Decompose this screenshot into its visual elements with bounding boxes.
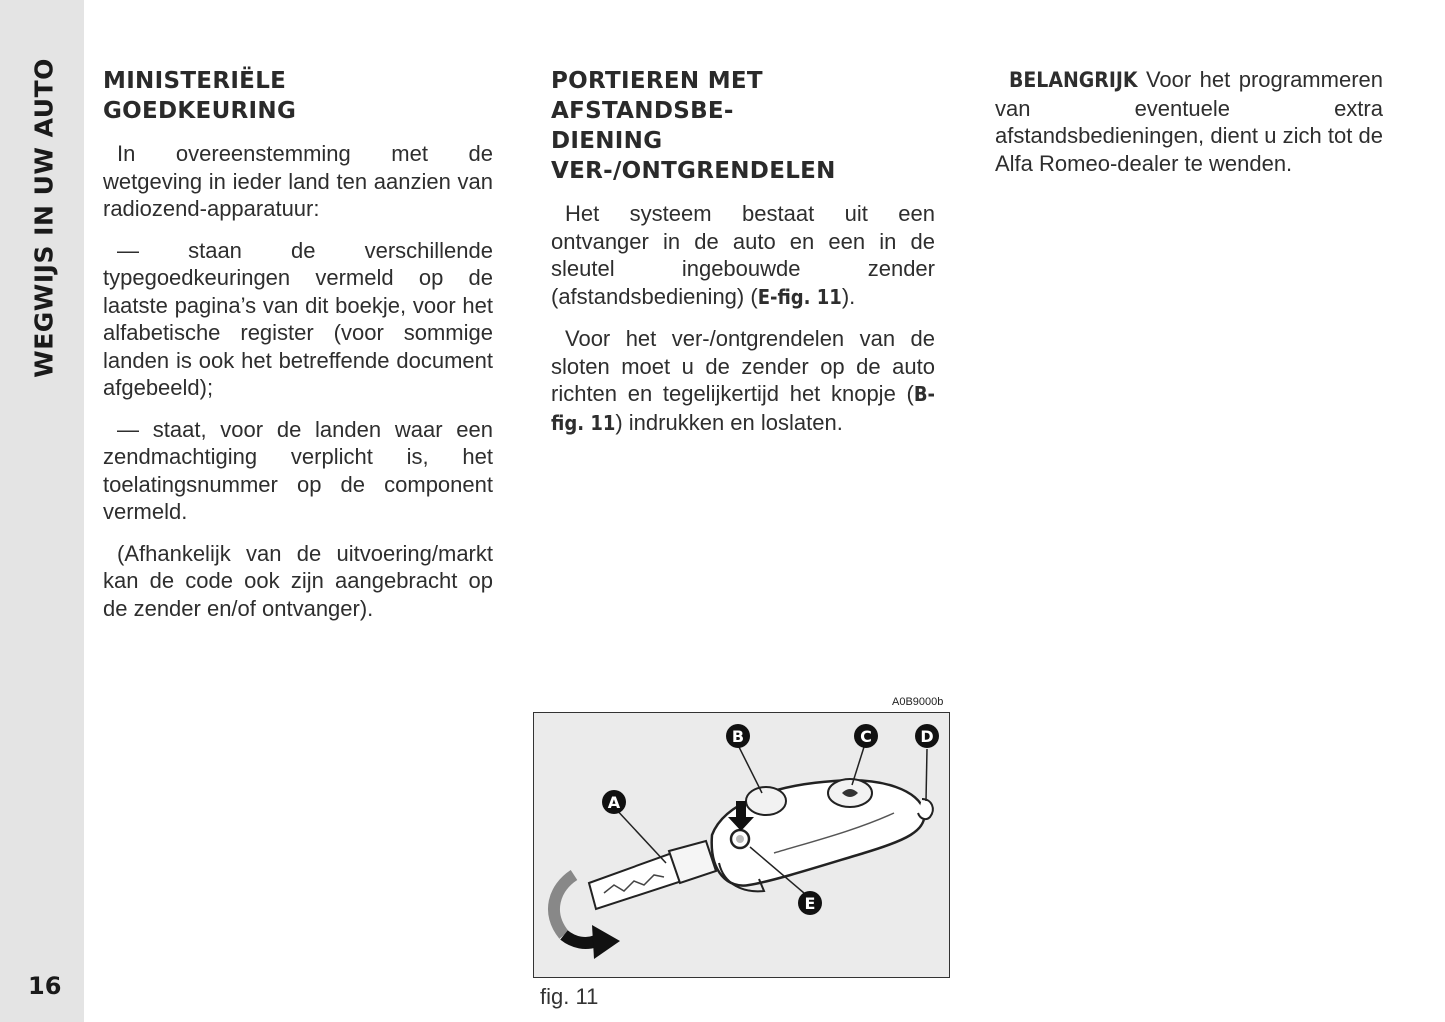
paragraph: In overeenstemming met de wetgeving in ieder land ten aanzien van radiozend-apparatuur: [103,141,493,221]
column-remote-locking [551,66,935,451]
paragraph: (Afhankelijk van de uitvoering/markt kan de code ook zijn aangebracht op de zender en/of ontvanger). [103,540,493,621]
important-keyword: BELANGRIJK [1009,68,1138,92]
paragraph: — staat, voor de landen waar een zendmachtiging verplicht is, het toelatingsnummer op de component vermeld. [103,416,493,524]
key-fob [712,779,933,891]
callout-d [915,724,939,748]
key-drawing [534,713,948,976]
text: Het systeem bestaat uit een ontvanger in de auto en een in de sleutel ingebouwde zender (afstandsbediening) ( [551,201,935,309]
paragraph [551,200,935,311]
svg-text:B: B [731,727,745,746]
key-blade [589,841,716,909]
svg-text:C: C [860,727,872,746]
section-title: WEGWIJS IN UW AUTO [29,58,59,378]
text: ). [841,283,856,309]
sidebar [0,0,84,1022]
page-number: 16 [28,972,62,1000]
important-note [995,66,1383,177]
paragraph: — staan de verschillende typegoedkeuringen vermeld op de laatste pagina’s van dit boekje, voor het alfabetische register (voor sommige landen is ook het betreffende document afgebeeld); [103,237,493,400]
heading-line-1: PORTIEREN MET AFSTANDSBE- [551,68,763,124]
figure-code: A0B9000b [892,696,944,708]
text: ) indrukken en loslaten. [615,409,843,435]
callout-a [602,790,626,814]
column-approval [103,66,493,636]
heading-line-2: GOEDKEURING [103,98,297,124]
heading-remote-locking [551,66,935,186]
svg-text:D: D [920,727,934,746]
figure-caption: fig. 11 [540,984,599,1009]
callout-e [798,891,822,915]
svg-text:A: A [607,793,621,812]
callout-b [726,724,750,748]
key-illustration [533,712,950,978]
svg-text:E: E [804,894,816,913]
heading-line-1: MINISTERIËLE [103,68,287,94]
text: Voor het ver-/ontgrendelen van de sloten moet u de zender op de auto richten en tegelijkertijd het knopje ( [551,326,935,406]
text: Voor het programmeren van eventuele extra afstandsbedieningen, dient u zich tot de Alfa Romeo-dealer te wenden. [995,67,1383,176]
figure-reference: E-fig. 11 [757,284,842,309]
paragraph [551,325,935,437]
figure-reference: B-fig. 11 [551,382,935,435]
column-important [995,66,1383,191]
callout-c [854,724,878,748]
heading-line-2: DIENING VER-/ONTGRENDELEN [551,128,836,184]
heading-approval [103,66,493,126]
